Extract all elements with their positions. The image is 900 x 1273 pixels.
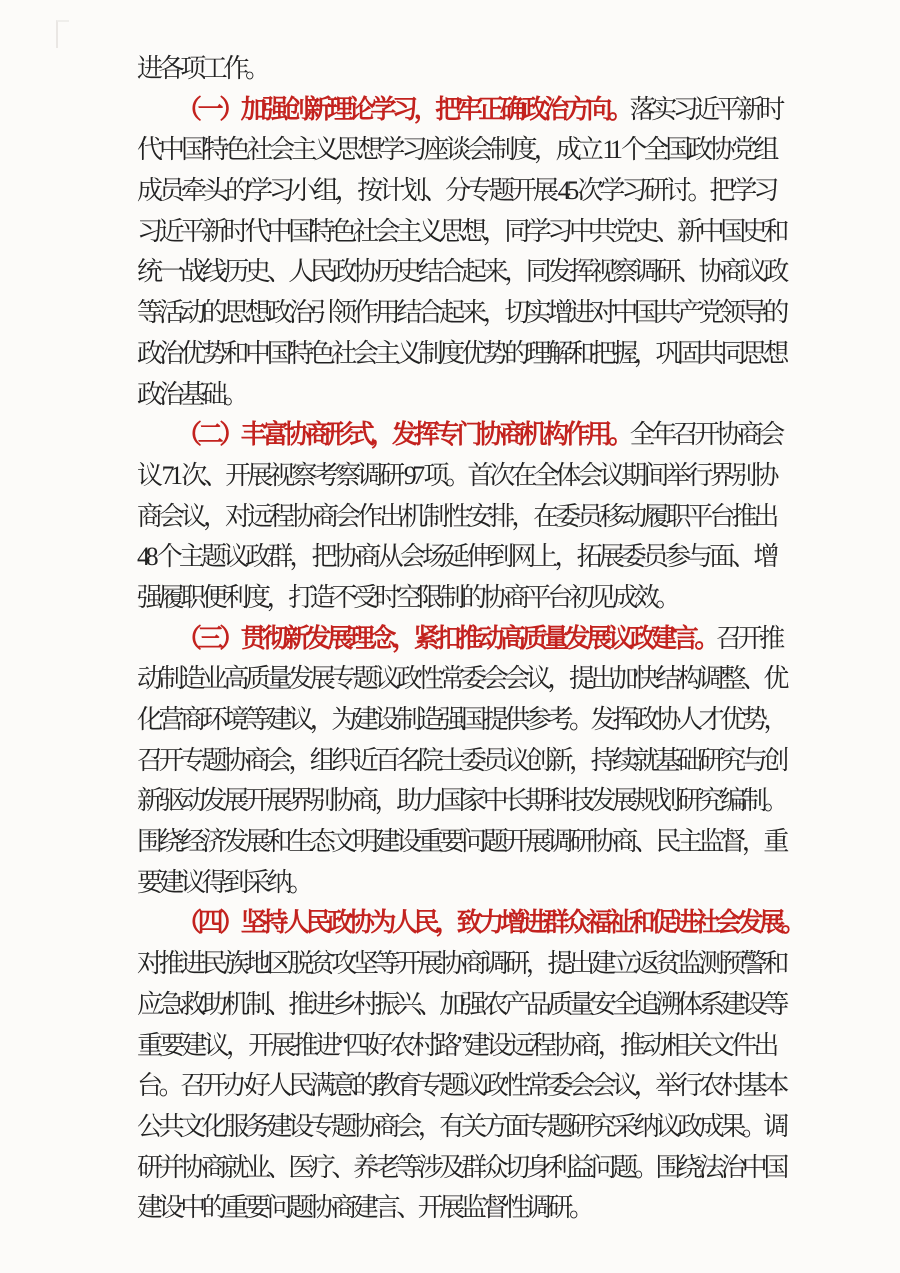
body-text: 重要建议，开展推进“四好农村路”建设远程协商，推动相关文件出 <box>137 1030 775 1060</box>
text-line <box>137 334 786 375</box>
text-line <box>137 497 775 538</box>
text-line <box>137 700 786 741</box>
body-text: 48 个主题议政群，把协商从会场延伸到网上，拓展委员参与面、增 <box>137 542 775 572</box>
body-text: 习近平新时代中国特色社会主义思想，同学习中共党史、新中国史和 <box>137 216 786 246</box>
text-line <box>137 1148 786 1189</box>
text-line <box>137 659 786 700</box>
text-line <box>137 1066 786 1107</box>
body-text: 等活动的思想政治引领作用结合起来，切实增进对中国共产党领导的 <box>137 298 786 328</box>
text-line <box>137 456 775 497</box>
body-text: 应急救助机制、推进乡村振兴、加强农产品质量安全追溯体系建设等 <box>137 989 786 1019</box>
body-text: 公共文化服务建设专题协商会，有关方面专题研究采纳议政成果。调 <box>137 1111 786 1141</box>
text-line <box>137 1107 786 1148</box>
text-line <box>137 741 786 782</box>
heading-red-text: （三）贯彻新发展理念，紧扣推动高质量发展议政建言。 <box>176 623 717 653</box>
text-line <box>137 1188 775 1229</box>
text-line <box>137 171 775 212</box>
text-line <box>137 1026 775 1067</box>
body-text: 政治优势和中国特色社会主义制度优势的理解和把握，巩固共同思想 <box>137 338 786 368</box>
text-line <box>137 781 786 822</box>
body-text: 商会议，对远程协商会作出机制性安排，在委员移动履职平台推出 <box>137 501 775 531</box>
body-text: 化营商环境等建议，为建设制造强国提供参考。发挥政协人才优势， <box>137 705 786 734</box>
heading-red-text: （一）加强创新理论学习，把牢正确政治方向。 <box>176 94 630 124</box>
text-line <box>137 944 786 985</box>
body-text: 落实习近平新时 <box>629 94 781 124</box>
text-line <box>137 375 775 416</box>
section-1-heading-line <box>137 90 781 131</box>
heading-red-text: （二）丰富协商形式，发挥专门协商机构作用。 <box>176 420 630 450</box>
body-text: 对推进民族地区脱贫攻坚等开展协商调研，提出建立返贫监测预警和 <box>137 949 786 979</box>
text-line <box>137 212 786 253</box>
body-text: 要建议得到采纳。 <box>137 867 310 897</box>
body-text: 围绕经济发展和生态文明建设重要问题开展调研协商、民主监督，重 <box>137 827 786 857</box>
body-text: 强履职便利度，打造不受时空限制的协商平台初见成效。 <box>137 582 678 612</box>
text-line <box>137 252 786 293</box>
text-line <box>137 293 786 334</box>
heading-red-text: （四）坚持人民政协为人民，致力增进群众福祉和促进社会发展。 <box>176 908 803 938</box>
text-line <box>137 985 786 1026</box>
text-line <box>137 822 786 863</box>
text-line <box>137 49 775 90</box>
section-4-heading-line <box>137 903 803 944</box>
body-text: 研并协商就业、医疗、养老等涉及群众切身利益问题。围绕法治中国 <box>137 1152 786 1182</box>
section-2-heading-line <box>137 415 781 456</box>
body-text: 统一战线历史、人民政协历史结合起来，同发挥视察调研、协商议政 <box>137 257 786 287</box>
body-text: 政治基础。 <box>137 379 246 409</box>
section-3-heading-line <box>137 619 781 660</box>
body-text: 台。召开办好人民满意的教育专题议政性常委会会议，举行农村基本 <box>137 1071 786 1101</box>
body-text: 成员牵头的学习小组，按计划、分专题开展 45 次学习研讨。把学习 <box>137 176 775 206</box>
body-text: 全年召开协商会 <box>629 420 781 450</box>
body-text: 议 71 次、开展视察考察调研 97 项。首次在全体会议期间举行界别协 <box>137 460 775 490</box>
body-text: 动制造业高质量发展专题议政性常委会会议，提出加快结构调整、优 <box>137 664 786 694</box>
scan-artifact-mark <box>56 20 69 48</box>
text-line <box>137 130 775 171</box>
body-text: 进各项工作。 <box>137 54 267 83</box>
body-text: 代中国特色社会主义思想学习座谈会制度，成立 11 个全国政协党组 <box>137 135 775 165</box>
body-text: 建设中的重要问题协商建言、开展监督性调研。 <box>137 1193 591 1223</box>
text-line <box>137 863 775 904</box>
body-text: 召开专题协商会，组织近百名院士委员议创新，持续就基础研究与创 <box>137 745 786 775</box>
text-line <box>137 578 775 619</box>
document-text-block <box>137 49 803 1229</box>
body-text: 召开推 <box>716 623 781 653</box>
body-text: 新驱动发展开展界别协商，助力国家中长期科技发展规划研究编制。 <box>137 786 786 816</box>
text-line <box>137 537 775 578</box>
